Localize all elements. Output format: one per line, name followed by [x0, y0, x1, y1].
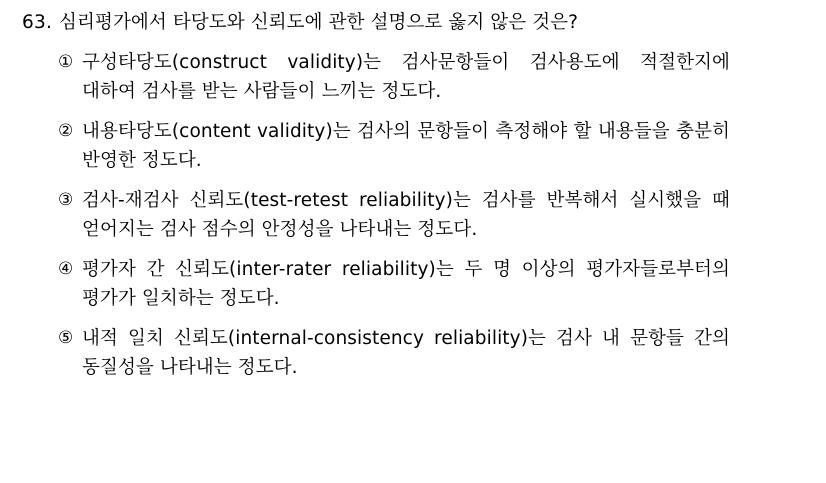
choice-option-2[interactable]	[58, 117, 826, 175]
choice-marker-1: ①	[58, 52, 74, 72]
choice-marker-2: ②	[58, 121, 74, 141]
choice-marker-3: ③	[58, 190, 74, 210]
choice-text-2: 내용타당도(content validity)는 검사의 문항들이 측정해야 할 내용들을 충분히 반영한 정도다.	[82, 121, 730, 171]
choice-text-1: 구성타당도(construct validity)는 검사문항들이 검사용도에 적절한지에 대하여 검사를 받는 사람들이 느끼는 정도다.	[82, 52, 730, 102]
choice-option-1[interactable]	[58, 48, 826, 106]
choice-text-5: 내적 일치 신뢰도(internal-consistency reliability)는 검사 내 문항들 간의 동질성을 나타내는 정도다.	[82, 328, 730, 378]
choice-marker-4: ④	[58, 259, 74, 279]
choice-option-3[interactable]	[58, 186, 826, 244]
choice-marker-5: ⑤	[58, 328, 74, 348]
question-block	[0, 8, 826, 393]
question-stem-row	[0, 8, 826, 38]
question-number: 63.	[22, 12, 53, 33]
choice-text-3: 검사-재검사 신뢰도(test-retest reliability)는 검사를 반복해서 실시했을 때 얻어지는 검사 점수의 안정성을 나타내는 정도다.	[82, 190, 730, 240]
choice-list	[0, 48, 826, 382]
choice-text-4: 평가자 간 신뢰도(inter-rater reliability)는 두 명 이상의 평가자들로부터의 평가가 일치하는 정도다.	[82, 259, 730, 309]
choice-option-4[interactable]	[58, 255, 826, 313]
choice-option-5[interactable]	[58, 324, 826, 382]
question-stem: 심리평가에서 타당도와 신뢰도에 관한 설명으로 옳지 않은 것은?	[59, 12, 579, 33]
